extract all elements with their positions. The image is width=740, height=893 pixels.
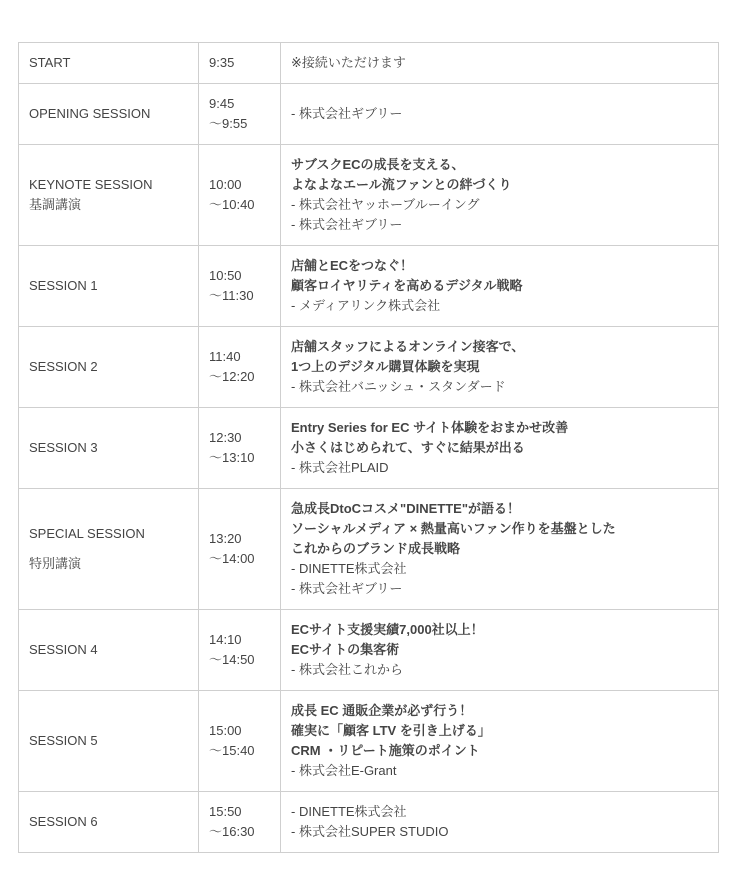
session-name: KEYNOTE SESSION (29, 177, 153, 192)
session-subtitle: 特別講演 (29, 556, 82, 571)
time-cell (199, 691, 281, 792)
talk-title-line: 店舗とECをつなぐ！ (291, 258, 414, 273)
session-name: SESSION 3 (29, 440, 98, 455)
content-cell (281, 246, 719, 327)
time-cell (199, 327, 281, 408)
time-cell (199, 408, 281, 489)
table-row (19, 246, 719, 327)
session-subtitle: 基調講演 (29, 197, 82, 212)
speaker-org-line: - DINETTE株式会社 (291, 804, 407, 819)
time-start: 11:40 (209, 349, 241, 364)
session-cell (19, 408, 199, 489)
table-row (19, 408, 719, 489)
content-cell (281, 408, 719, 489)
speaker-org-line: - 株式会社ギブリー (291, 217, 403, 232)
content-cell (281, 43, 719, 84)
time-cell (199, 43, 281, 84)
time-start: 10:00 (209, 177, 242, 192)
schedule-container (18, 42, 718, 853)
time-end: ～10:40 (209, 197, 255, 212)
session-cell (19, 84, 199, 145)
content-cell (281, 792, 719, 853)
time-cell (199, 145, 281, 246)
content-cell (281, 327, 719, 408)
time-end: ～13:10 (209, 450, 255, 465)
time-start: 12:30 (209, 430, 242, 445)
time-end: ～16:30 (209, 824, 255, 839)
talk-title-line: ソーシャルメディア × 熱量高いファン作りを基盤とした (291, 521, 616, 536)
talk-title-line: 顧客ロイヤリティを高めるデジタル戦略 (291, 278, 523, 293)
speaker-org-line: - メディアリンク株式会社 (291, 298, 441, 313)
session-name: OPENING SESSION (29, 106, 151, 121)
time-end: ～14:00 (209, 551, 255, 566)
talk-title-line: サブスクECの成長を支える、 (291, 157, 465, 172)
talk-title-line: Entry Series for EC サイト体験をおまかせ改善 (291, 420, 569, 435)
session-cell (19, 691, 199, 792)
session-name: SESSION 4 (29, 642, 98, 657)
content-cell (281, 691, 719, 792)
content-cell (281, 610, 719, 691)
time-end: ～11:30 (209, 288, 254, 303)
content-cell (281, 84, 719, 145)
time-end: ～14:50 (209, 652, 255, 667)
talk-title-line: 1つ上のデジタル購買体験を実現 (291, 359, 480, 374)
session-name: SESSION 2 (29, 359, 98, 374)
table-row (19, 84, 719, 145)
session-cell (19, 792, 199, 853)
talk-title-line: CRM ・リピート施策のポイント (291, 743, 480, 758)
speaker-org-line: ※接続いただけます (291, 55, 406, 70)
session-name: SPECIAL SESSION (29, 526, 145, 541)
speaker-org-line: - DINETTE株式会社 (291, 561, 407, 576)
table-row (19, 489, 719, 610)
time-start: 13:20 (209, 531, 242, 546)
talk-title-line: ECサイトの集客術 (291, 642, 400, 657)
session-name: SESSION 1 (29, 278, 98, 293)
time-start: 15:50 (209, 804, 242, 819)
table-row (19, 792, 719, 853)
speaker-org-line: - 株式会社ギブリー (291, 581, 403, 596)
speaker-org-line: - 株式会社これから (291, 662, 403, 677)
table-row (19, 145, 719, 246)
time-end: ～15:40 (209, 743, 255, 758)
time-start: 15:00 (209, 723, 242, 738)
time-cell (199, 84, 281, 145)
time-cell (199, 792, 281, 853)
table-row (19, 610, 719, 691)
session-cell (19, 246, 199, 327)
talk-title-line: これからのブランド成長戦略 (291, 541, 461, 556)
time-start: 9:35 (209, 55, 235, 70)
speaker-org-line: - 株式会社ヤッホーブルーイング (291, 197, 480, 212)
session-cell (19, 145, 199, 246)
speaker-org-line: - 株式会社E-Grant (291, 763, 397, 778)
table-row (19, 327, 719, 408)
time-cell (199, 246, 281, 327)
time-cell (199, 489, 281, 610)
content-cell (281, 489, 719, 610)
session-name: START (29, 55, 71, 70)
session-cell (19, 43, 199, 84)
content-cell (281, 145, 719, 246)
time-end: ～9:55 (209, 116, 248, 131)
session-cell (19, 610, 199, 691)
talk-title-line: 急成長DtoCコスメ"DINETTE"が語る！ (291, 501, 520, 516)
session-name: SESSION 6 (29, 814, 98, 829)
table-row (19, 691, 719, 792)
schedule-body (19, 43, 719, 853)
schedule-table (18, 42, 719, 853)
table-row (19, 43, 719, 84)
talk-title-line: 確実に「顧客 LTV を引き上げる」 (291, 723, 491, 738)
speaker-org-line: - 株式会社SUPER STUDIO (291, 824, 449, 839)
session-name: SESSION 5 (29, 733, 98, 748)
speaker-org-line: - 株式会社PLAID (291, 460, 389, 475)
time-cell (199, 610, 281, 691)
talk-title-line: 小さくはじめられて、すぐに結果が出る (291, 440, 525, 455)
speaker-org-line: - 株式会社ギブリー (291, 106, 403, 121)
speaker-org-line: - 株式会社バニッシュ・スタンダード (291, 379, 506, 394)
talk-title-line: 成長 EC 通販企業が必ず行う！ (291, 703, 473, 718)
time-start: 9:45 (209, 96, 235, 111)
talk-title-line: 店舗スタッフによるオンライン接客で、 (291, 339, 525, 354)
talk-title-line: よなよなエール流ファンとの絆づくり (291, 177, 512, 192)
time-start: 14:10 (209, 632, 242, 647)
time-start: 10:50 (209, 268, 242, 283)
session-cell (19, 327, 199, 408)
time-end: ～12:20 (209, 369, 255, 384)
session-cell (19, 489, 199, 610)
talk-title-line: ECサイト支援実績7,000社以上！ (291, 622, 484, 637)
